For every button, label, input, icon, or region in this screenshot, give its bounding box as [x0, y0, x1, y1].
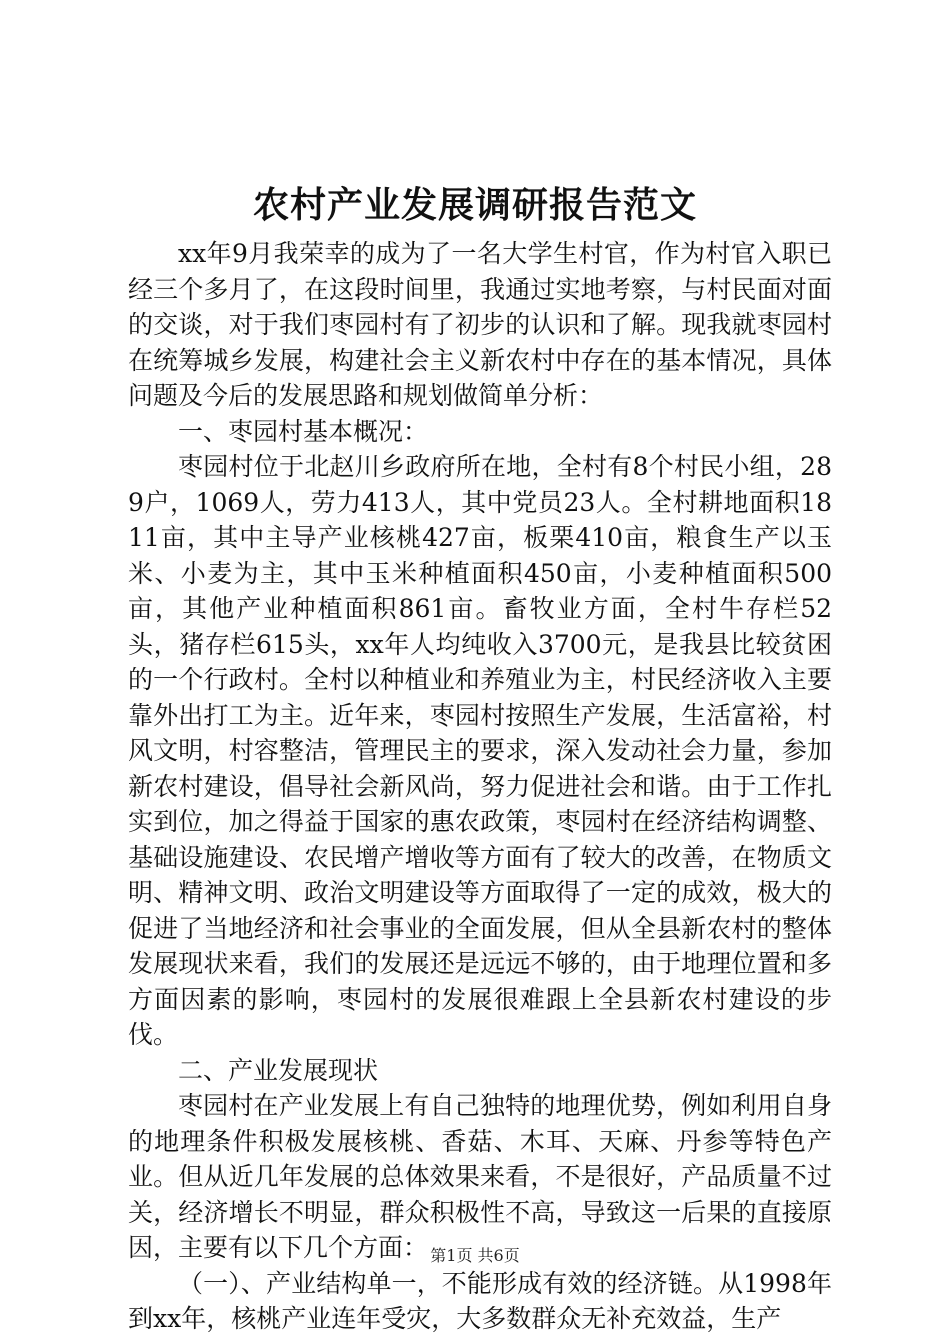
- page-footer: 第1页 共6页: [430, 1246, 520, 1265]
- subsection-paragraph: （一）、产业结构单一，不能形成有效的经济链。从1998年到xx年，核桃产业连年受灾，大多数群众无补充效益，生产: [128, 1268, 832, 1333]
- document-body: [128, 236, 832, 1337]
- document-title: 农村产业发展调研报告范文: [252, 184, 697, 226]
- section-heading-industry: 二、产业发展现状: [178, 1055, 379, 1085]
- industry-paragraph: 枣园村在产业发展上有自己独特的地理优势，例如利用自身的地理条件积极发展核桃、香菇、木耳、天麻、丹参等特色产业。但从近几年发展的总体效果来看，不是很好，产品质量不过关，经济增长不明显，群众积极性不高，导致这一后果的直接原因，主要有以下几个方面：: [128, 1091, 832, 1262]
- overview-paragraph: 枣园村位于北赵川乡政府所在地，全村有8个村民小组，289户，1069人，劳力413人，其中党员23人。全村耕地面积1811亩，其中主导产业核桃427亩，板栗410亩，粮食生产以玉米、小麦为主，其中玉米种植面积450亩，小麦种植面积500亩，其他产业种植面积861亩。畜牧业方面，全村牛存栏52头，猪存栏615头，xx年人均纯收入3700元，是我县比较贫困的一个行政村。全村以种植业和养殖业为主，村民经济收入主要靠外出打工为主。近年来，枣园村按照生产发展，生活富裕，村风文明，村容整洁，管理民主的要求，深入发动社会力量，参加新农村建设，倡导社会新风尚，努力促进社会和谐。由于工作扎实到位，加之得益于国家的惠农政策，枣园村在经济结构调整、基础设施建设、农民增产增收等方面有了较大的改善，在物质文明、精神文明、政治文明建设等方面取得了一定的成效，极大的促进了当地经济和社会事业的全面发展，但从全县新农村的整体发展现状来看，我们的发展还是远远不够的，由于地理位置和多方面因素的影响，枣园村的发展很难跟上全县新农村建设的步伐。: [128, 452, 832, 1049]
- intro-paragraph: xx年9月我荣幸的成为了一名大学生村官，作为村官入职已经三个多月了，在这段时间里，我通过实地考察，与村民面对面的交谈，对于我们枣园村有了初步的认识和了解。现我就枣园村在统筹城乡发展，构建社会主义新农村中存在的基本情况，具体问题及今后的发展思路和规划做简单分析：: [128, 239, 832, 410]
- section-heading-overview: 一、枣园村基本概况：: [178, 416, 429, 446]
